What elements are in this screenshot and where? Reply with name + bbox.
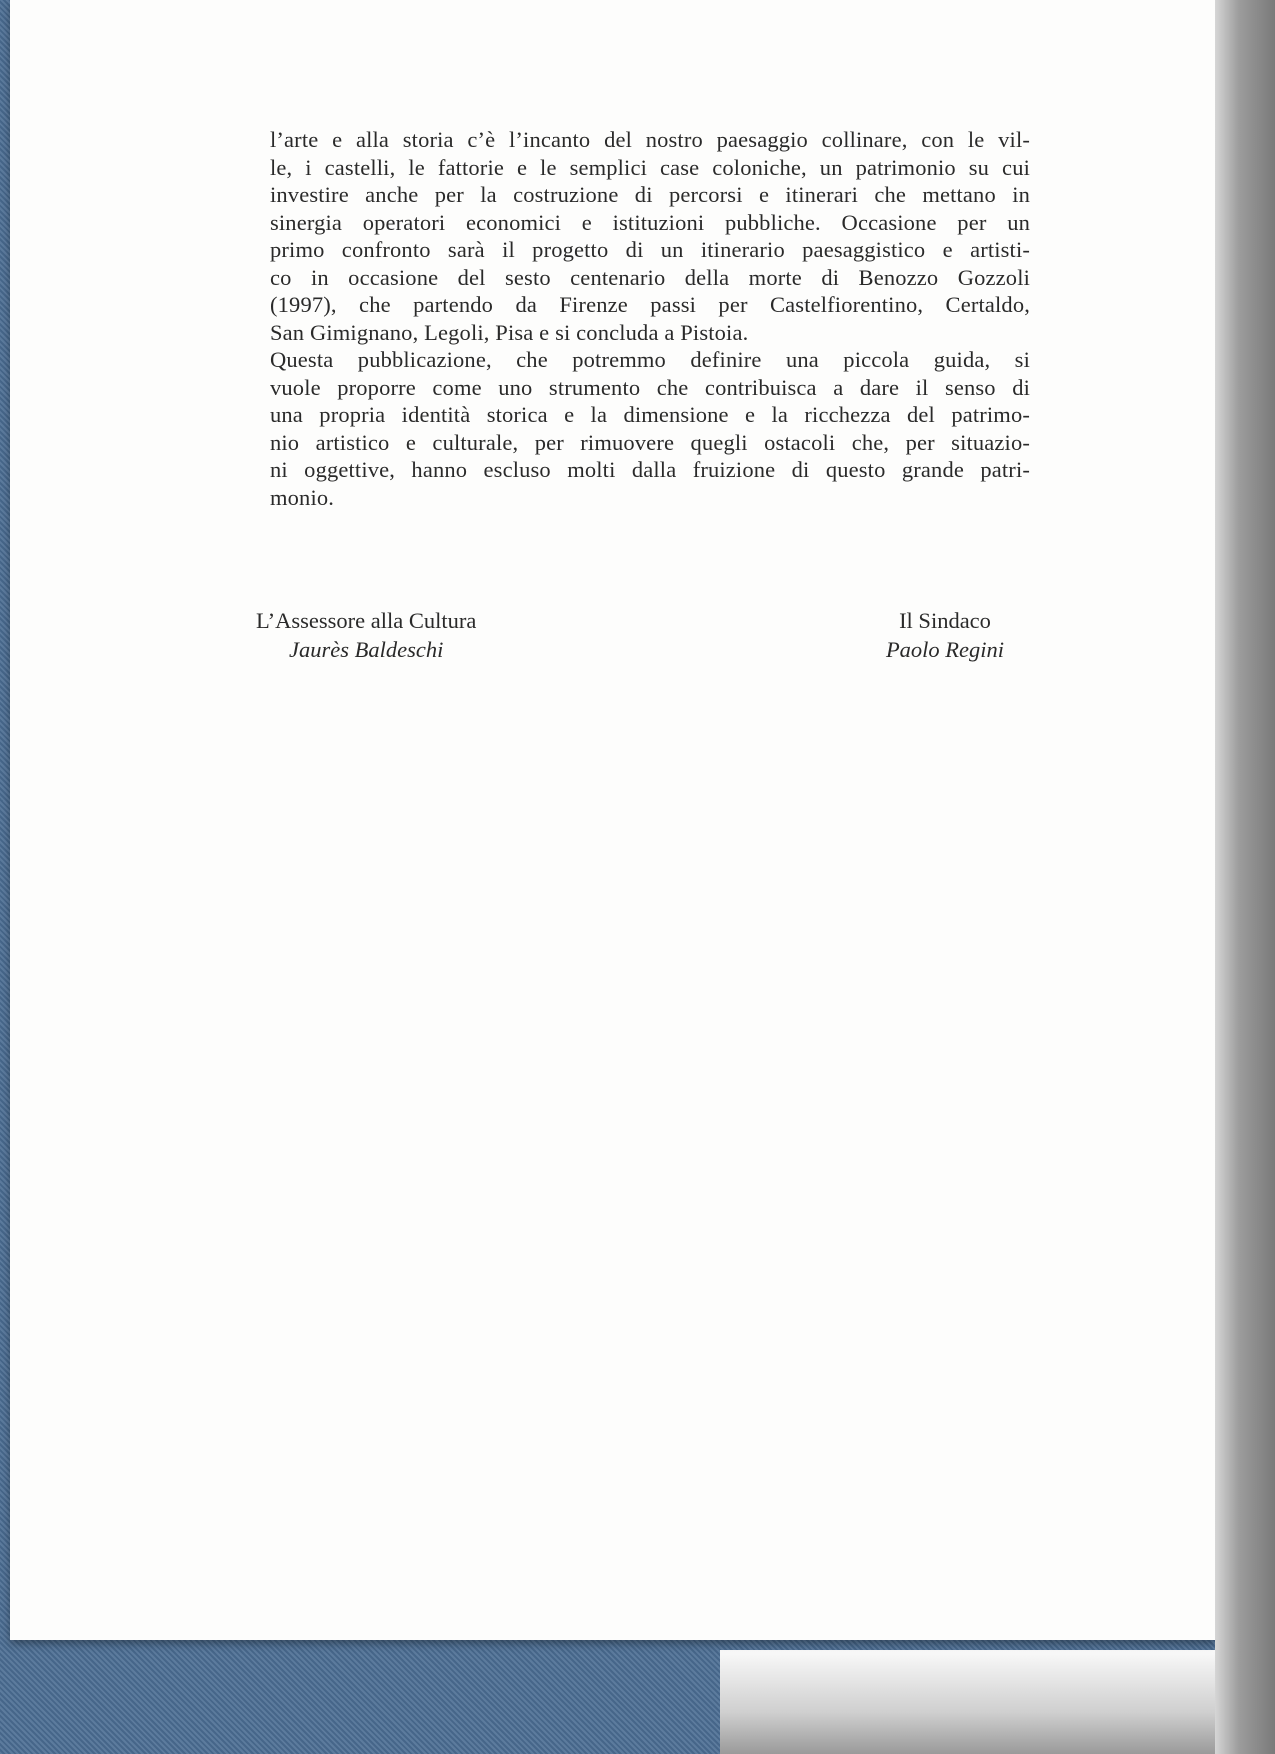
signature-name: Paolo Regini [885,637,1005,662]
text-line: ni oggettive, hanno escluso molti dalla fruizione di questo grande patri- [270,457,1030,482]
signature-name: Jaurès Baldeschi [289,637,444,662]
page-underside-shadow [720,1650,1275,1754]
text-line: le, i castelli, le fattorie e le semplici case coloniche, un patrimonio su cui [270,154,1030,180]
text-line: co in occasione del sesto centenario della morte di Benozzo Gozzoli [270,264,1030,290]
signature-role: Il Sindaco [899,608,991,633]
text-line: primo confronto sarà il progetto di un itinerario paesaggistico e artisti- [270,237,1030,262]
text-line: investire anche per la costruzione di percorsi e itinerari che mettano in [270,182,1030,207]
text-line: monio. [270,484,335,510]
signature-role: L’Assessore alla Cultura [256,608,477,633]
text-line: Questa pubblicazione, che potremmo definire una piccola guida, si [270,347,1030,372]
text-line: nio artistico e culturale, per rimuovere quegli ostacoli che, per situazio- [270,429,1030,455]
text-line: (1997), che partendo da Firenze passi per Castelfiorentino, Certaldo, [270,292,1030,317]
text-line: l’arte e alla storia c’è l’incanto del nostro paesaggio collinare, con le vil- [270,127,1030,152]
signature-assessore [256,606,476,664]
text-line: una propria identità storica e la dimensione e la ricchezza del patrimo- [270,402,1030,427]
page-edge-shadow [1215,0,1275,1754]
book-cover-left-edge [0,0,10,1754]
text-line: vuole proporre come uno strumento che contribuisca a dare il senso di [270,374,1030,400]
text-line: San Gimignano, Legoli, Pisa e si concluda a Pistoia. [270,319,749,345]
signature-sindaco [860,606,1030,664]
body-text [270,126,1030,511]
text-line: sinergia operatori economici e istituzioni pubbliche. Occasione per un [270,209,1030,235]
